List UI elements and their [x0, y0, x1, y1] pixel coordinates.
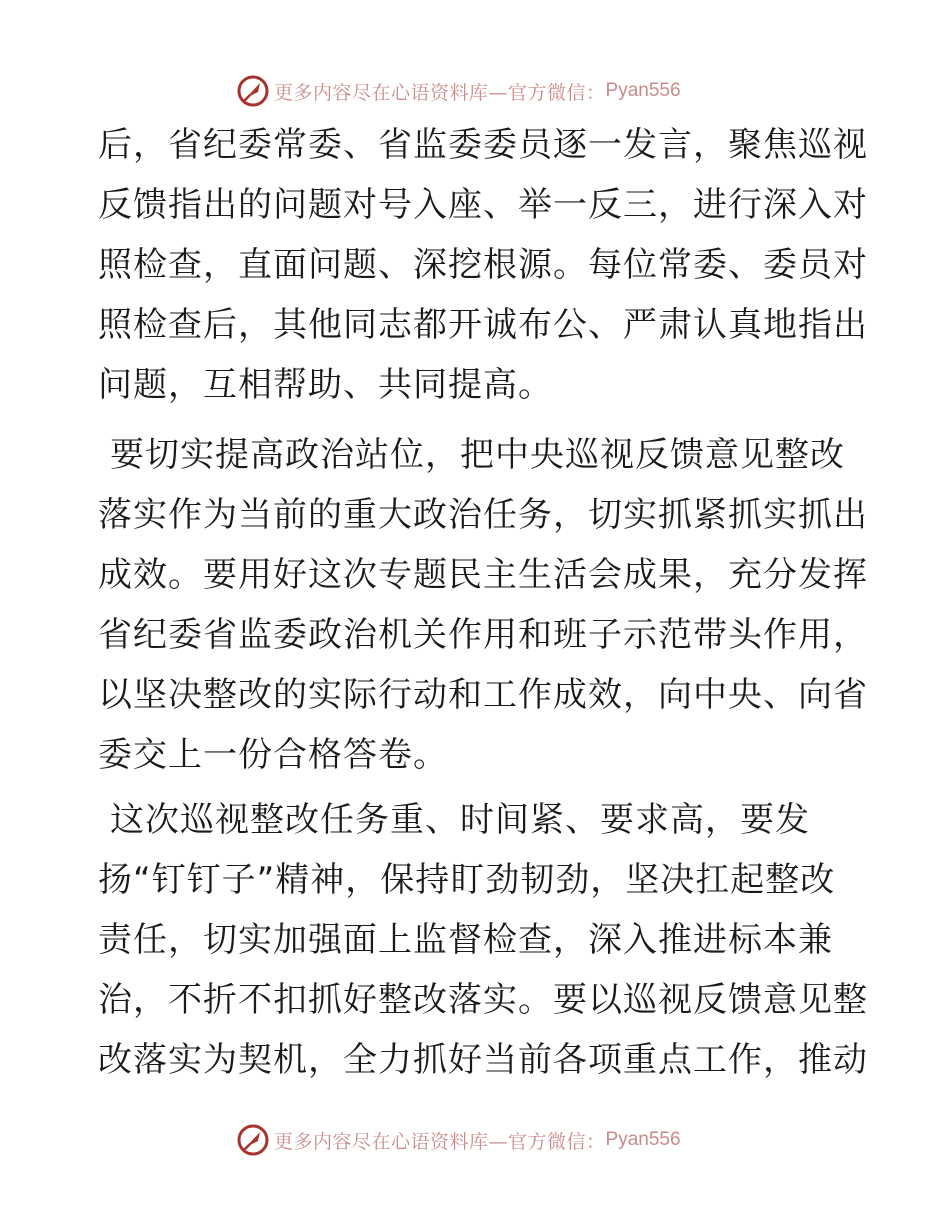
banner-text: 更多内容尽在心语资料库—官方微信： — [274, 1130, 606, 1153]
feather-logo-icon — [236, 1123, 270, 1157]
text-line: 落实作为当前的重大政治任务，切实抓紧抓实抓出 — [98, 495, 868, 535]
text-line: 委交上一份合格答卷。 — [98, 735, 448, 775]
text-line: 照检查后，其他同志都开诚布公、严肃认真地指出 — [98, 305, 868, 345]
paragraph-2 — [98, 425, 868, 785]
text-line: 成效。要用好这次专题民主生活会成果，充分发挥 — [98, 555, 868, 595]
text-line: 扬“钉钉子”精神，保持盯劲韧劲，坚决扛起整改 — [98, 860, 836, 900]
text-line: 照检查，直面问题、深挖根源。每位常委、委员对 — [98, 245, 868, 285]
wechat-id: Pyan556 — [605, 80, 681, 101]
text-line: 责任，切实加强面上监督检查，深入推进标本兼 — [98, 920, 833, 960]
wechat-id: Pyan556 — [605, 1129, 681, 1150]
paragraph-3 — [98, 790, 868, 1090]
text-line: 后，省纪委常委、省监委委员逐一发言，聚焦巡视 — [98, 125, 868, 165]
text-line: 这次巡视整改任务重、时间紧、要求高，要发 — [110, 800, 810, 840]
banner-text: 更多内容尽在心语资料库—官方微信： — [274, 81, 606, 104]
text-line: 省纪委省监委政治机关作用和班子示范带头作用， — [98, 615, 868, 655]
text-line: 治，不折不扣抓好整改落实。要以巡视反馈意见整 — [98, 980, 868, 1020]
text-line: 反馈指出的问题对号入座、举一反三，进行深入对 — [98, 185, 868, 225]
text-line: 改落实为契机，全力抓好当前各项重点工作，推动 — [98, 1040, 868, 1080]
text-line: 问题，互相帮助、共同提高。 — [98, 365, 553, 405]
footer-banner — [236, 1122, 681, 1158]
header-banner — [236, 73, 681, 109]
text-line: 以坚决整改的实际行动和工作成效，向中央、向省 — [98, 675, 868, 715]
text-line: 要切实提高政治站位，把中央巡视反馈意见整改 — [110, 435, 845, 475]
paragraph-1 — [98, 115, 868, 415]
feather-logo-icon — [236, 74, 270, 108]
